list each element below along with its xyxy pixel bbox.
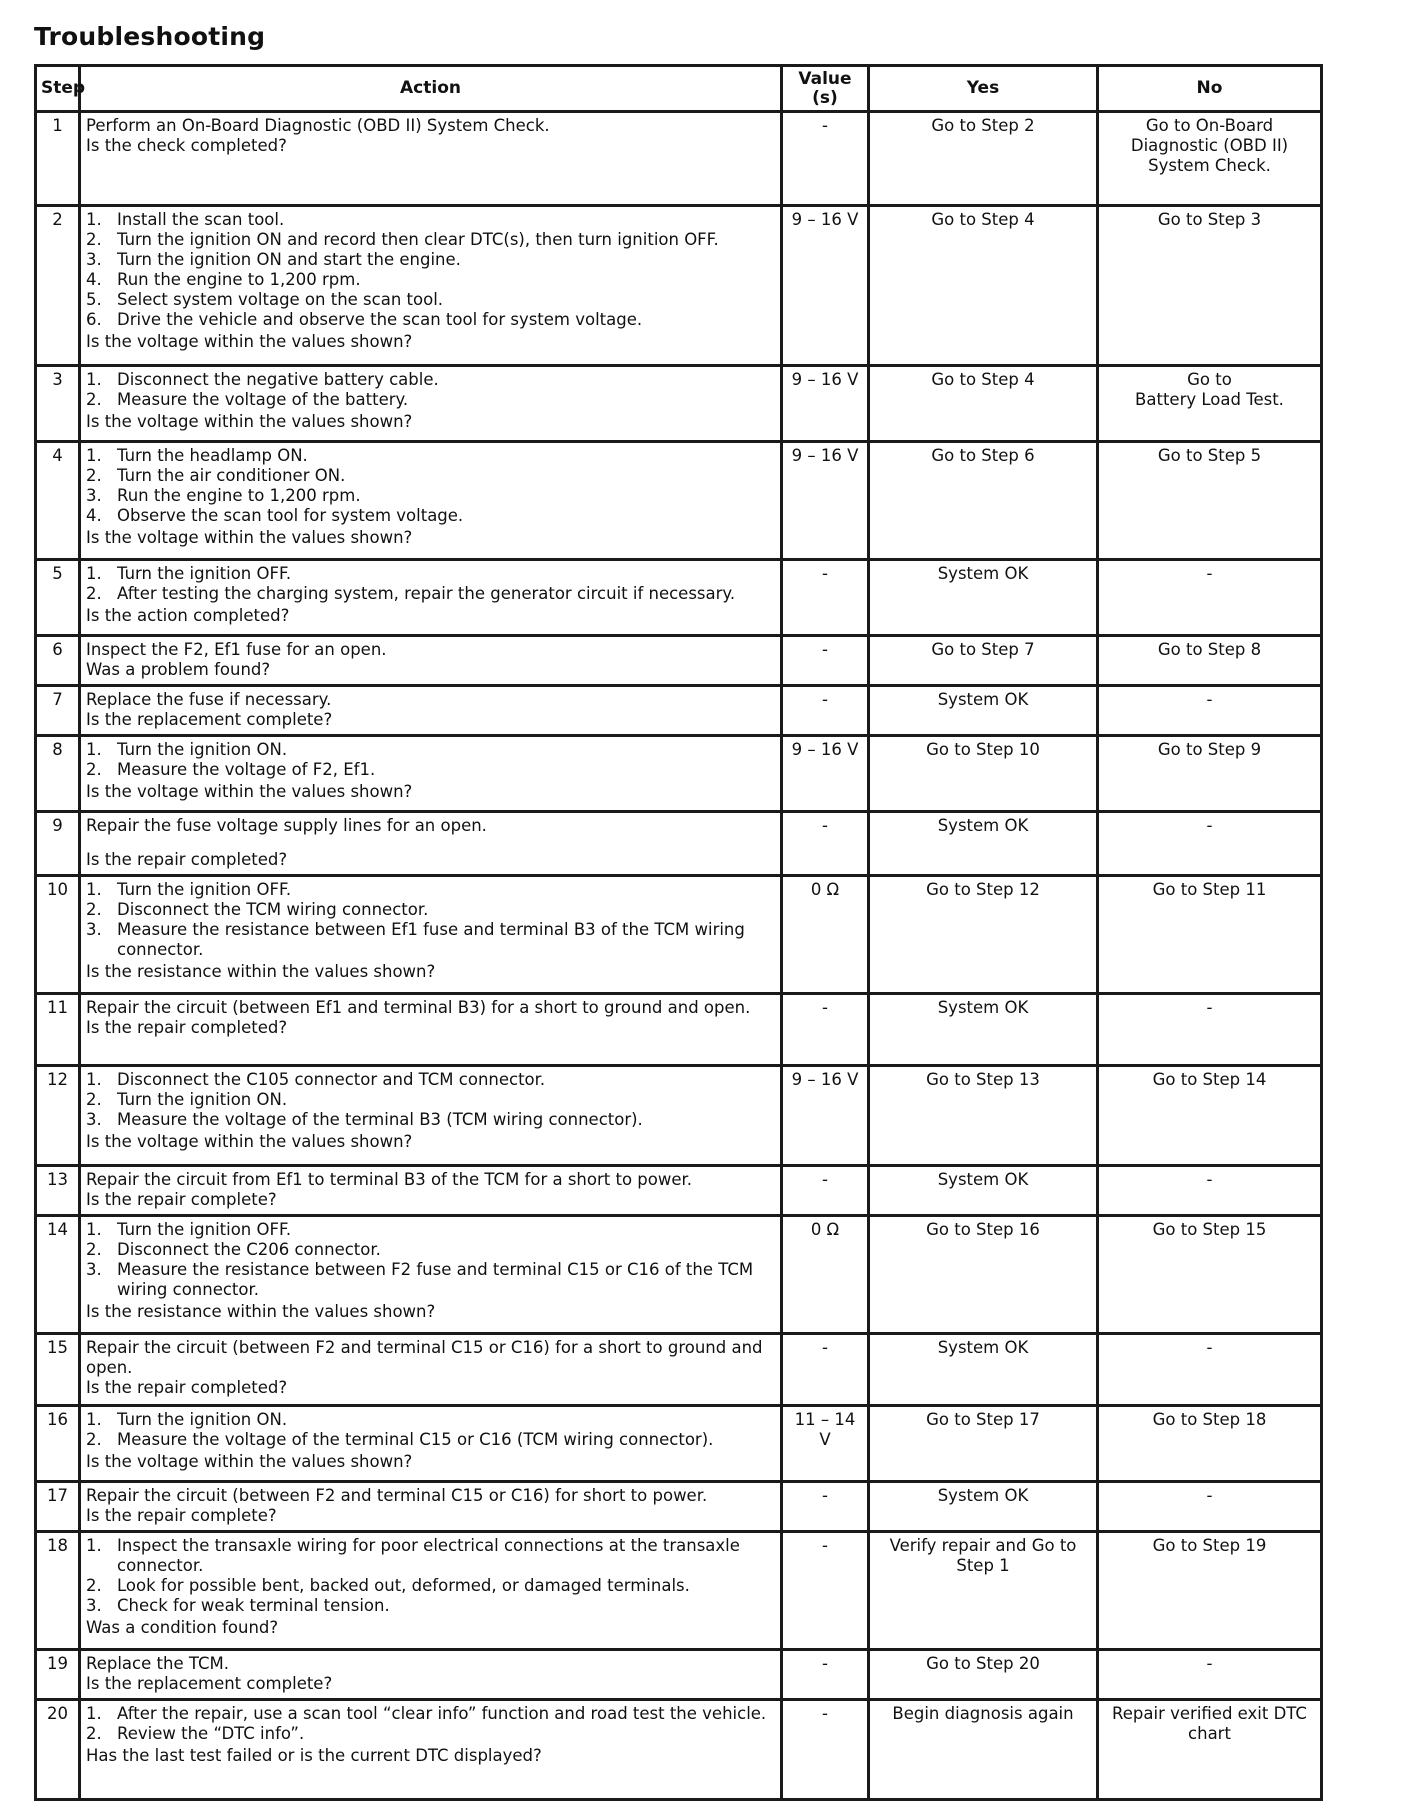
no-cell: - [1098,1334,1322,1406]
action-step-number: 1. [86,1704,102,1723]
table-header-row [36,66,1322,112]
value-cell: 9 – 16 V [782,206,869,366]
action-step-number: 2. [86,230,102,249]
action-step-line [86,390,775,410]
action-instruction: Repair the circuit (between Ef1 and terminal B3) for a short to ground and open. [86,998,751,1017]
action-step-number: 2. [86,760,102,779]
action-step-line [86,900,775,920]
action-step-text: Disconnect the C105 connector and TCM connector. [117,1070,546,1089]
action-cell [80,206,782,366]
action-question: Is the replacement complete? [86,1674,333,1693]
yes-cell: Go to Step 12 [869,876,1098,994]
action-step-text: After the repair, use a scan tool “clear info” function and road test the vehicle. [117,1704,767,1723]
action-step-number: 2. [86,390,102,409]
table-row [36,1406,1322,1482]
action-cell [80,1650,782,1700]
action-question: Is the resistance within the values shown? [86,1302,436,1321]
step-number: 10 [36,876,80,994]
action-step-number: 2. [86,900,102,919]
table-row [36,442,1322,560]
action-cell [80,366,782,442]
yes-cell: Go to Step 7 [869,636,1098,686]
no-cell: Go to Step 9 [1098,736,1322,812]
table-row [36,686,1322,736]
action-step-number: 1. [86,1410,102,1429]
step-number: 7 [36,686,80,736]
step-number: 8 [36,736,80,812]
value-cell: - [782,1166,869,1216]
table-row [36,876,1322,994]
yes-cell: Go to Step 13 [869,1066,1098,1166]
page-title: Troubleshooting [34,22,266,51]
action-step-line [86,310,775,330]
yes-cell: Go to Step 17 [869,1406,1098,1482]
table-row [36,206,1322,366]
step-number: 18 [36,1532,80,1650]
action-step-text: Turn the headlamp ON. [117,446,308,465]
action-step-line [86,486,775,506]
action-question: Is the voltage within the values shown? [86,1132,413,1151]
action-step-text: Install the scan tool. [117,210,285,229]
action-step-number: 4. [86,506,102,525]
action-step-number: 2. [86,1090,102,1109]
no-cell: - [1098,686,1322,736]
no-cell: - [1098,1482,1322,1532]
action-step-text: Look for possible bent, backed out, deformed, or damaged terminals. [117,1576,690,1595]
table-row [36,1482,1322,1532]
no-cell: Go to Step 11 [1098,876,1322,994]
action-step-line [86,446,775,466]
action-step-text: Turn the ignition ON. [117,1090,288,1109]
action-question: Is the voltage within the values shown? [86,528,413,547]
action-step-text: Disconnect the TCM wiring connector. [117,900,429,919]
action-cell [80,560,782,636]
step-number: 1 [36,112,80,206]
action-cell [80,442,782,560]
step-number: 11 [36,994,80,1066]
action-question: Is the voltage within the values shown? [86,412,413,431]
action-question: Is the replacement complete? [86,710,333,729]
action-step-line [86,1724,775,1744]
action-question: Is the repair complete? [86,1506,277,1525]
action-step-text: Measure the voltage of F2, Ef1. [117,760,376,779]
action-step-number: 2. [86,1430,102,1449]
action-instruction: Inspect the F2, Ef1 fuse for an open. [86,640,387,659]
action-question: Is the resistance within the values shown? [86,962,436,981]
action-cell [80,1532,782,1650]
action-step-number: 5. [86,290,102,309]
action-step-text: Measure the voltage of the terminal B3 (TCM wiring connector). [117,1110,643,1129]
yes-cell: System OK [869,1334,1098,1406]
column-header-value: Value (s) [782,66,869,112]
step-number: 12 [36,1066,80,1166]
action-question: Was a condition found? [86,1618,279,1637]
action-step-line [86,230,775,250]
action-question: Is the repair complete? [86,1190,277,1209]
action-step-text: Turn the ignition ON and record then clear DTC(s), then turn ignition OFF. [117,230,719,249]
troubleshooting-table [34,64,1323,1801]
value-cell: 9 – 16 V [782,442,869,560]
value-cell: 9 – 16 V [782,366,869,442]
yes-cell: Begin diagnosis again [869,1700,1098,1800]
action-step-number: 1. [86,564,102,583]
action-step-line [86,920,775,960]
action-step-text: Check for weak terminal tension. [117,1596,390,1615]
value-cell: - [782,1532,869,1650]
table-row [36,1532,1322,1650]
value-cell: - [782,686,869,736]
action-step-text: Turn the ignition ON and start the engine. [117,250,461,269]
no-cell: Repair verified exit DTC chart [1098,1700,1322,1800]
value-cell: - [782,560,869,636]
no-cell: Go to Step 15 [1098,1216,1322,1334]
action-cell [80,112,782,206]
no-cell: - [1098,994,1322,1066]
action-step-text: Turn the ignition OFF. [117,880,292,899]
action-question: Is the voltage within the values shown? [86,1452,413,1471]
yes-cell: Go to Step 4 [869,206,1098,366]
table-body [36,112,1322,1800]
action-step-text: Run the engine to 1,200 rpm. [117,486,361,505]
action-step-number: 4. [86,270,102,289]
action-step-number: 2. [86,584,102,603]
value-cell: - [782,636,869,686]
table-row [36,112,1322,206]
action-step-text: Run the engine to 1,200 rpm. [117,270,361,289]
action-cell [80,736,782,812]
no-cell: Go to Step 19 [1098,1532,1322,1650]
value-cell: 0 Ω [782,876,869,994]
yes-cell: Go to Step 6 [869,442,1098,560]
no-cell: - [1098,560,1322,636]
action-step-line [86,210,775,230]
value-cell: 0 Ω [782,1216,869,1334]
action-step-number: 3. [86,486,102,505]
action-step-number: 2. [86,1576,102,1595]
no-cell: - [1098,1166,1322,1216]
table-row [36,1166,1322,1216]
step-number: 3 [36,366,80,442]
action-cell [80,1066,782,1166]
step-number: 6 [36,636,80,686]
action-step-number: 2. [86,1724,102,1743]
action-step-number: 3. [86,250,102,269]
action-step-line [86,880,775,900]
yes-cell: Verify repair and Go to Step 1 [869,1532,1098,1650]
step-number: 5 [36,560,80,636]
action-step-line [86,1576,775,1596]
action-step-number: 1. [86,1070,102,1089]
action-step-line [86,370,775,390]
action-step-number: 2. [86,466,102,485]
action-step-text: Measure the voltage of the terminal C15 or C16 (TCM wiring connector). [117,1430,714,1449]
table-row [36,1216,1322,1334]
yes-cell: System OK [869,1166,1098,1216]
yes-cell: System OK [869,994,1098,1066]
action-instruction: Repair the fuse voltage supply lines for an open. [86,816,487,835]
action-step-text: Drive the vehicle and observe the scan tool for system voltage. [117,310,643,329]
yes-cell: System OK [869,686,1098,736]
action-step-text: Turn the ignition OFF. [117,564,292,583]
table-row [36,736,1322,812]
value-cell: 9 – 16 V [782,736,869,812]
action-step-number: 1. [86,1220,102,1239]
column-header-yes: Yes [869,66,1098,112]
action-cell [80,1166,782,1216]
step-number: 9 [36,812,80,876]
action-step-line [86,760,775,780]
action-question: Is the check completed? [86,136,287,155]
action-step-line [86,1240,775,1260]
action-step-number: 3. [86,1260,102,1279]
action-cell [80,1700,782,1800]
action-question: Is the repair completed? [86,850,288,869]
action-step-text: Turn the ignition OFF. [117,1220,292,1239]
action-step-number: 1. [86,446,102,465]
action-step-line [86,270,775,290]
table-row [36,1700,1322,1800]
action-cell [80,1482,782,1532]
action-step-text: Turn the ignition ON. [117,740,288,759]
table-row [36,994,1322,1066]
table-row [36,812,1322,876]
action-question: Has the last test failed or is the current DTC displayed? [86,1746,542,1765]
yes-cell: Go to Step 10 [869,736,1098,812]
action-instruction: Perform an On-Board Diagnostic (OBD II) System Check. [86,116,550,135]
step-number: 16 [36,1406,80,1482]
action-step-text: Review the “DTC info”. [117,1724,305,1743]
action-step-text: Turn the air conditioner ON. [117,466,346,485]
action-cell [80,1334,782,1406]
action-question: Is the voltage within the values shown? [86,782,413,801]
action-step-text: Select system voltage on the scan tool. [117,290,444,309]
action-instruction: Repair the circuit from Ef1 to terminal B3 of the TCM for a short to power. [86,1170,693,1189]
value-cell: - [782,994,869,1066]
action-step-line [86,1596,775,1616]
no-cell: - [1098,1650,1322,1700]
column-header-no: No [1098,66,1322,112]
step-number: 4 [36,442,80,560]
table-row [36,1066,1322,1166]
step-number: 2 [36,206,80,366]
value-cell: 9 – 16 V [782,1066,869,1166]
action-instruction: Repair the circuit (between F2 and terminal C15 or C16) for short to power. [86,1486,708,1505]
action-step-line [86,1070,775,1090]
column-header-action: Action [80,66,782,112]
action-step-number: 1. [86,210,102,229]
no-cell: Go to Step 14 [1098,1066,1322,1166]
value-cell: - [782,1482,869,1532]
action-step-number: 3. [86,1110,102,1129]
action-step-line [86,506,775,526]
table-row [36,1334,1322,1406]
value-cell: - [782,1650,869,1700]
action-step-text: Disconnect the C206 connector. [117,1240,381,1259]
action-step-line [86,466,775,486]
yes-cell: Go to Step 20 [869,1650,1098,1700]
action-cell [80,812,782,876]
action-step-number: 1. [86,370,102,389]
action-step-line [86,1110,775,1130]
action-step-line [86,1704,775,1724]
action-cell [80,686,782,736]
no-cell: Go to Step 3 [1098,206,1322,366]
value-cell: 11 – 14 V [782,1406,869,1482]
no-cell: Go to Battery Load Test. [1098,366,1322,442]
value-cell: - [782,112,869,206]
action-step-number: 1. [86,1536,102,1555]
action-cell [80,636,782,686]
yes-cell: System OK [869,1482,1098,1532]
action-cell [80,994,782,1066]
action-step-line [86,1090,775,1110]
action-step-number: 1. [86,880,102,899]
no-cell: Go to Step 5 [1098,442,1322,560]
action-step-number: 3. [86,920,102,939]
action-step-line [86,1430,775,1450]
yes-cell: Go to Step 4 [869,366,1098,442]
no-cell: - [1098,812,1322,876]
action-question: Is the voltage within the values shown? [86,332,413,351]
table-row [36,636,1322,686]
action-step-number: 1. [86,740,102,759]
action-step-line [86,1260,775,1300]
value-cell: - [782,812,869,876]
table-row [36,560,1322,636]
action-instruction: Replace the TCM. [86,1654,229,1673]
step-number: 14 [36,1216,80,1334]
value-cell: - [782,1334,869,1406]
action-step-line [86,740,775,760]
yes-cell: Go to Step 2 [869,112,1098,206]
action-step-text: Turn the ignition ON. [117,1410,288,1429]
yes-cell: System OK [869,560,1098,636]
step-number: 13 [36,1166,80,1216]
step-number: 20 [36,1700,80,1800]
action-step-text: Measure the voltage of the battery. [117,390,409,409]
yes-cell: System OK [869,812,1098,876]
no-cell: Go to Step 18 [1098,1406,1322,1482]
action-step-number: 2. [86,1240,102,1259]
action-step-text: After testing the charging system, repair the generator circuit if necessary. [117,584,736,603]
action-question: Is the action completed? [86,606,290,625]
no-cell: Go to Step 8 [1098,636,1322,686]
step-number: 17 [36,1482,80,1532]
column-header-step: Step [36,66,80,112]
step-number: 15 [36,1334,80,1406]
action-step-number: 6. [86,310,102,329]
no-cell: Go to On-Board Diagnostic (OBD II) System Check. [1098,112,1322,206]
step-number: 19 [36,1650,80,1700]
action-step-text: Measure the resistance between Ef1 fuse and terminal B3 of the TCM wiring connector. [117,920,745,959]
action-instruction: Repair the circuit (between F2 and terminal C15 or C16) for a short to ground and open. [86,1338,763,1377]
yes-cell: Go to Step 16 [869,1216,1098,1334]
table-row [36,1650,1322,1700]
action-cell [80,1406,782,1482]
action-step-line [86,564,775,584]
action-step-text: Observe the scan tool for system voltage. [117,506,464,525]
action-instruction: Replace the fuse if necessary. [86,690,332,709]
action-step-line [86,250,775,270]
action-step-text: Measure the resistance between F2 fuse and terminal C15 or C16 of the TCM wiring connector. [117,1260,754,1299]
action-question: Is the repair completed? [86,1018,288,1037]
value-cell: - [782,1700,869,1800]
action-step-line [86,1220,775,1240]
action-step-number: 3. [86,1596,102,1615]
action-cell [80,1216,782,1334]
action-step-line [86,1410,775,1430]
action-step-text: Disconnect the negative battery cable. [117,370,439,389]
table-row [36,366,1322,442]
action-question: Was a problem found? [86,660,271,679]
action-question: Is the repair completed? [86,1378,288,1397]
action-step-text: Inspect the transaxle wiring for poor electrical connections at the transaxle connector. [117,1536,740,1575]
action-cell [80,876,782,994]
action-step-line [86,290,775,310]
action-step-line [86,1536,775,1576]
action-step-line [86,584,775,604]
